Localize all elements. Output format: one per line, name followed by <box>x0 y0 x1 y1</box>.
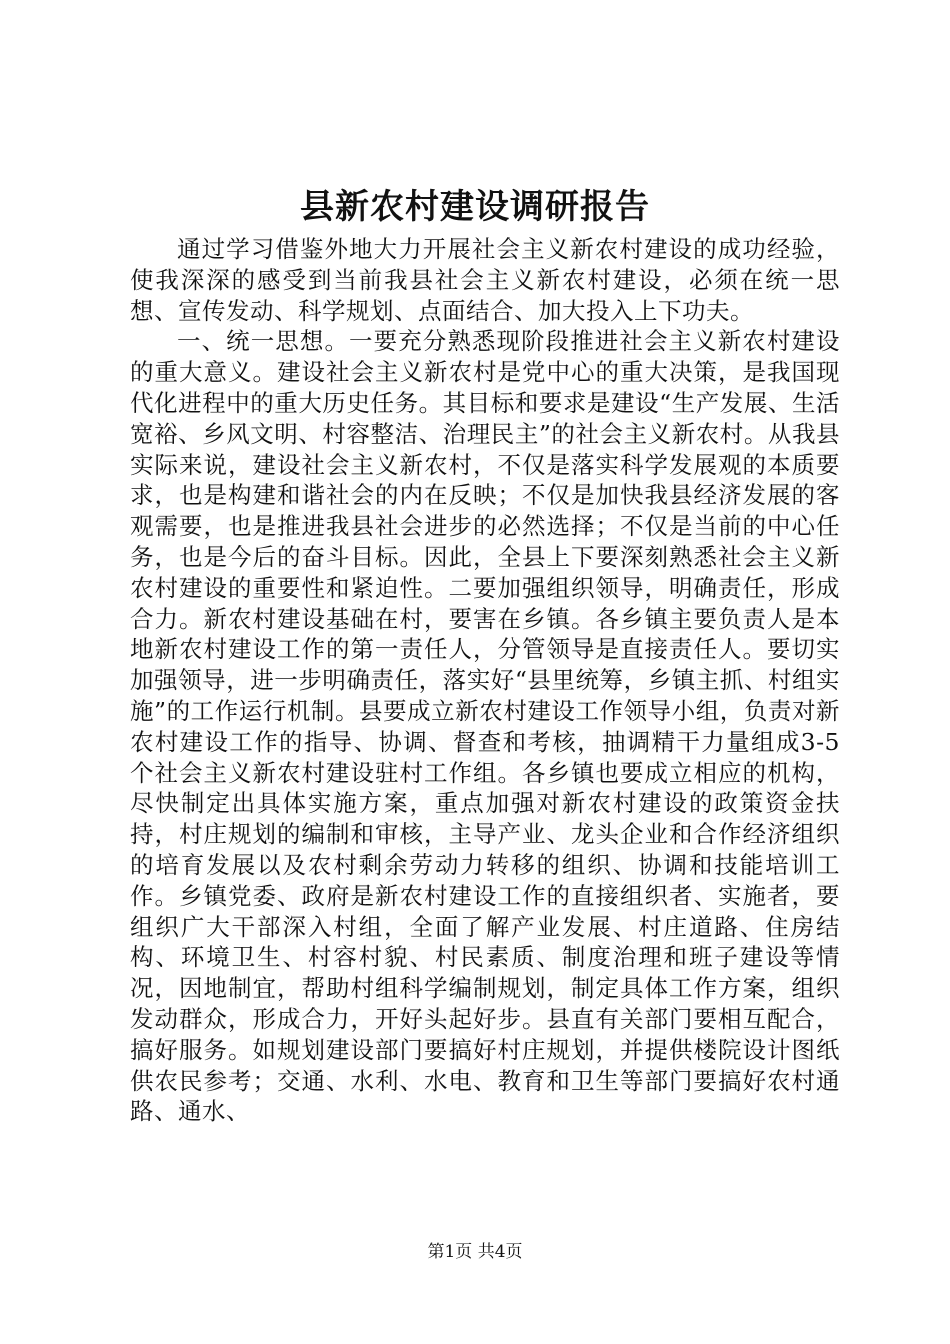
document-title: 县新农村建设调研报告 <box>300 187 650 227</box>
paragraph-section-one: 一、统一思想。一要充分熟悉现阶段推进社会主义新农村建设的重大意义。建设社会主义新农村是党中心的重大决策，是我国现代化进程中的重大历史任务。其目标和要求是建设“生产发展、生活宽裕、乡风文明、村容整洁、治理民主”的社会主义新农村。从我县实际来说，建设社会主义新农村，不仅是落实科学发展观的本质要求，也是构建和谐社会的内在反映；不仅是加快我县经济发展的客观需要，也是推进我县社会进步的必然选择；不仅是当前的中心任务，也是今后的奋斗目标。因此，全县上下要深刻熟悉社会主义新农村建设的重要性和紧迫性。二要加强组织领导，明确责任，形成合力。新农村建设基础在村，要害在乡镇。各乡镇主要负责人是本地新农村建设工作的第一责任人，分管领导是直接责任人。要切实加强领导，进一步明确责任，落实好“县里统筹，乡镇主抓、村组实施”的工作运行机制。县要成立新农村建设工作领导小组，负责对新农村建设工作的指导、协调、督查和考核，抽调精干力量组成3-5个社会主义新农村建设驻村工作组。各乡镇也要成立相应的机构，尽快制定出具体实施方案，重点加强对新农村建设的政策资金扶持，村庄规划的编制和审核，主导产业、龙头企业和合作经济组织的培育发展以及农村剩余劳动力转移的组织、协调和技能培训工作。乡镇党委、政府是新农村建设工作的直接组织者、实施者，要组织广大干部深入村组，全面了解产业发展、村庄道路、住房结构、环境卫生、村容村貌、村民素质、制度治理和班子建设等情况，因地制宜，帮助村组科学编制规划，制定具体工作方案，组织发动群众，形成合力，开好头起好步。县直有关部门要相互配合，搞好服务。如规划建设部门要搞好村庄规划，并提供楼院设计图纸供农民参考；交通、水利、水电、教育和卫生等部门要搞好农村通路、通水、 <box>130 327 840 1126</box>
page-footer: 第1页 共4页 <box>427 1242 523 1262</box>
paragraph-intro: 通过学习借鉴外地大力开展社会主义新农村建设的成功经验，使我深深的感受到当前我县社会主义新农村建设，必须在统一思想、宣传发动、科学规划、点面结合、加大投入上下功夫。 <box>130 235 840 325</box>
document-body <box>130 234 840 1127</box>
